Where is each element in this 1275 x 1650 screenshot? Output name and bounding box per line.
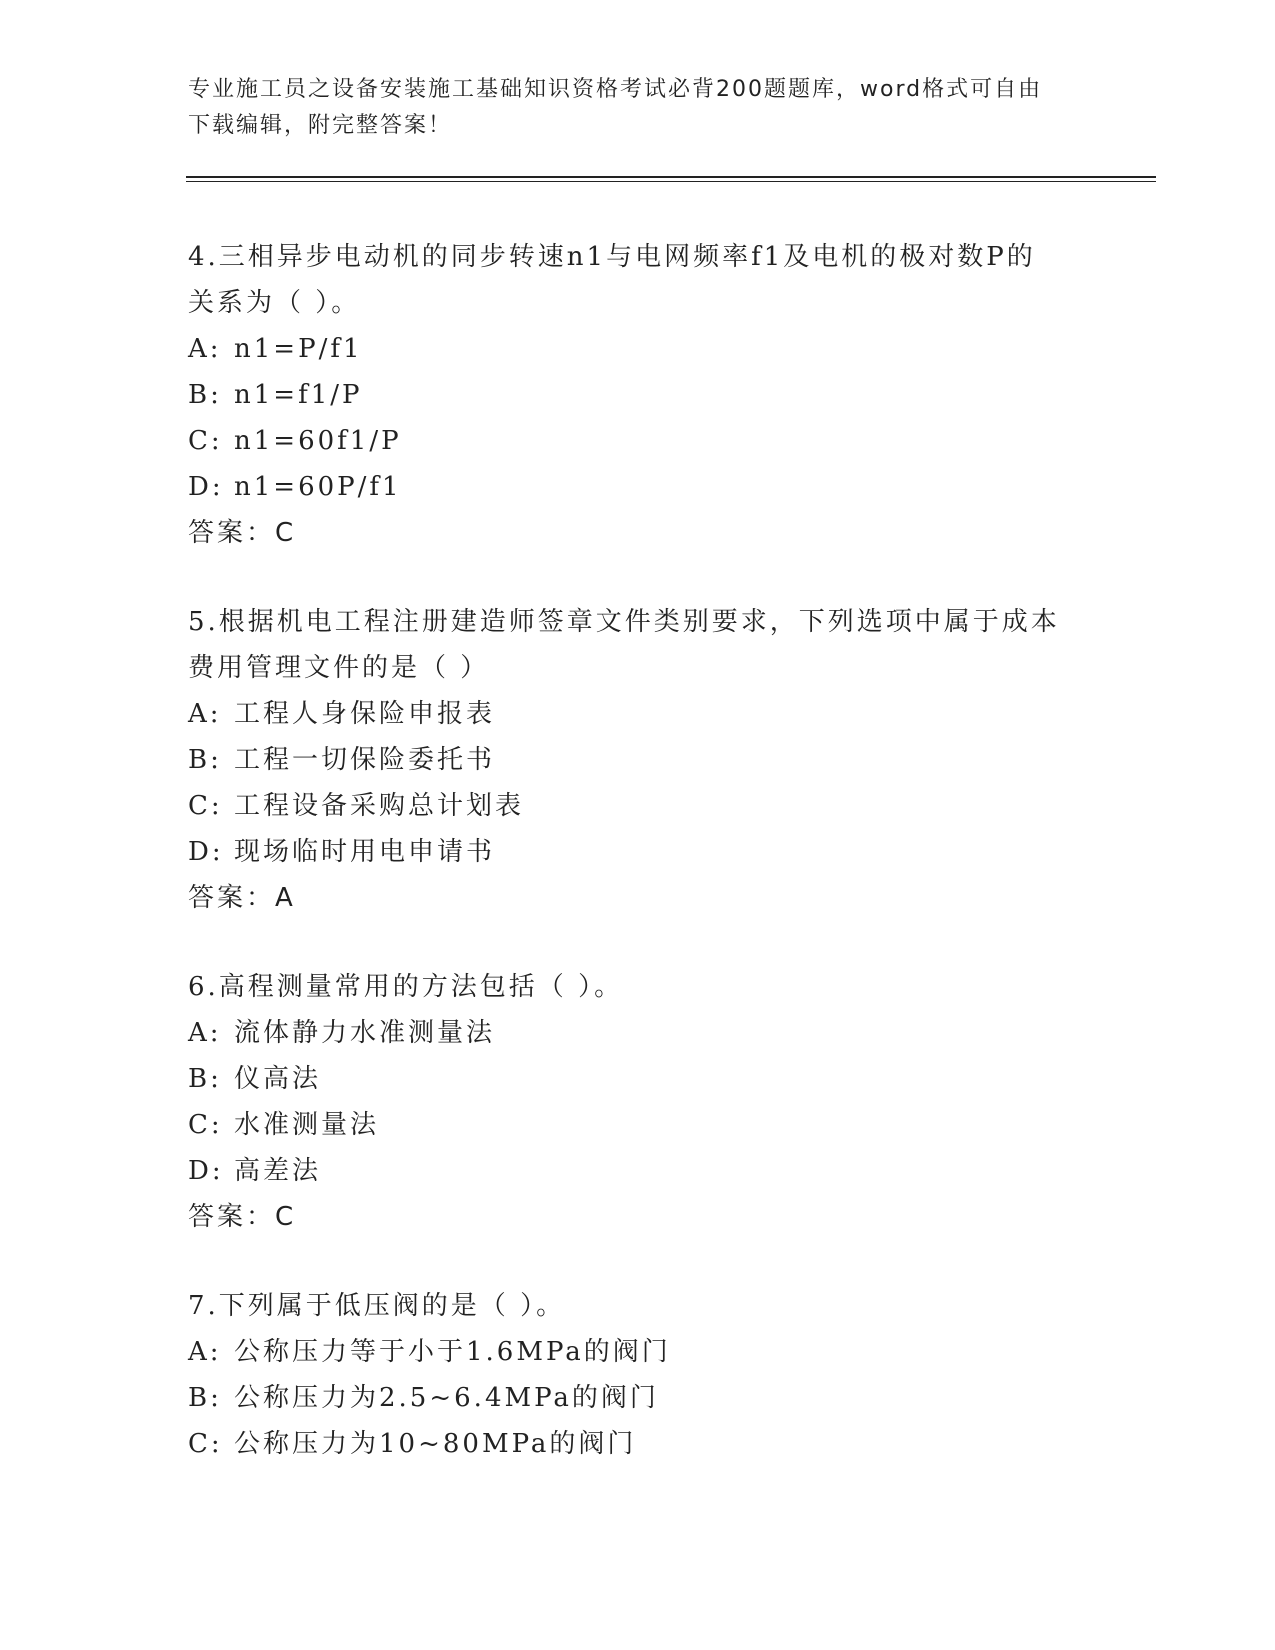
header-line-2: 下载编辑，附完整答案！: [188, 113, 453, 138]
question-stem: 4.三相异步电动机的同步转速n1与电网频率f1及电机的极对数P的: [188, 242, 1036, 272]
option-label: C:: [188, 1110, 223, 1140]
option-label: D:: [188, 837, 224, 867]
option-text: 公称压力为2.5~6.4MPa的阀门: [234, 1383, 659, 1413]
option-label: C:: [188, 791, 223, 821]
header-divider: [186, 176, 1156, 178]
option-a: [188, 326, 1068, 372]
option-label: A:: [188, 1018, 222, 1048]
option-label: B:: [188, 1383, 222, 1413]
option-text: 现场临时用电申请书: [234, 837, 496, 867]
header-divider-thin: [186, 181, 1156, 182]
option-text: 公称压力等于小于1.6MPa的阀门: [234, 1337, 671, 1367]
question-stem: 6.高程测量常用的方法包括（ ）。: [188, 972, 624, 1002]
option-label: D:: [188, 1156, 224, 1186]
option-d: [188, 829, 1068, 875]
option-a: [188, 691, 1068, 737]
option-text: 工程人身保险申报表: [234, 699, 496, 729]
option-c: [188, 783, 1068, 829]
option-a: [188, 1329, 1068, 1375]
option-label: C:: [188, 1429, 223, 1459]
option-label: B:: [188, 1064, 222, 1094]
option-text: n1=P/f1: [234, 334, 363, 364]
question-stem: 7.下列属于低压阀的是（ ）。: [188, 1291, 566, 1321]
question-stem-cont: 关系为（ ）。: [188, 288, 361, 318]
option-c: [188, 418, 1068, 464]
document-header: [188, 72, 1088, 144]
option-text: 工程设备采购总计划表: [234, 791, 525, 821]
option-text: 仪高法: [234, 1064, 322, 1094]
question-4: [188, 234, 1068, 556]
option-label: B:: [188, 380, 222, 410]
option-label: D:: [188, 472, 224, 502]
option-label: C:: [188, 426, 223, 456]
question-list: [188, 234, 1068, 1510]
option-a: [188, 1010, 1068, 1056]
question-7: [188, 1283, 1068, 1467]
answer-line: 答案：C: [188, 1202, 297, 1232]
header-line-1: 专业施工员之设备安装施工基础知识资格考试必背200题题库，word格式可自由: [188, 77, 1043, 102]
option-label: B:: [188, 745, 222, 775]
answer-line: 答案：C: [188, 518, 297, 548]
option-label: A:: [188, 334, 222, 364]
option-text: n1=60f1/P: [234, 426, 402, 456]
option-text: 公称压力为10~80MPa的阀门: [234, 1429, 637, 1459]
question-stem: 5.根据机电工程注册建造师签章文件类别要求，下列选项中属于成本: [188, 607, 1060, 637]
option-label: A:: [188, 699, 222, 729]
option-text: 工程一切保险委托书: [234, 745, 496, 775]
option-c: [188, 1421, 1068, 1467]
option-b: [188, 1056, 1068, 1102]
answer-line: 答案：A: [188, 883, 296, 913]
option-b: [188, 737, 1068, 783]
option-b: [188, 1375, 1068, 1421]
question-6: [188, 964, 1068, 1240]
option-text: 高差法: [234, 1156, 322, 1186]
option-c: [188, 1102, 1068, 1148]
option-label: A:: [188, 1337, 222, 1367]
option-text: n1=f1/P: [234, 380, 363, 410]
question-5: [188, 599, 1068, 921]
option-d: [188, 1148, 1068, 1194]
option-b: [188, 372, 1068, 418]
question-stem-cont: 费用管理文件的是（ ）: [188, 653, 490, 683]
option-d: [188, 464, 1068, 510]
option-text: n1=60P/f1: [234, 472, 402, 502]
option-text: 水准测量法: [234, 1110, 380, 1140]
option-text: 流体静力水准测量法: [234, 1018, 496, 1048]
